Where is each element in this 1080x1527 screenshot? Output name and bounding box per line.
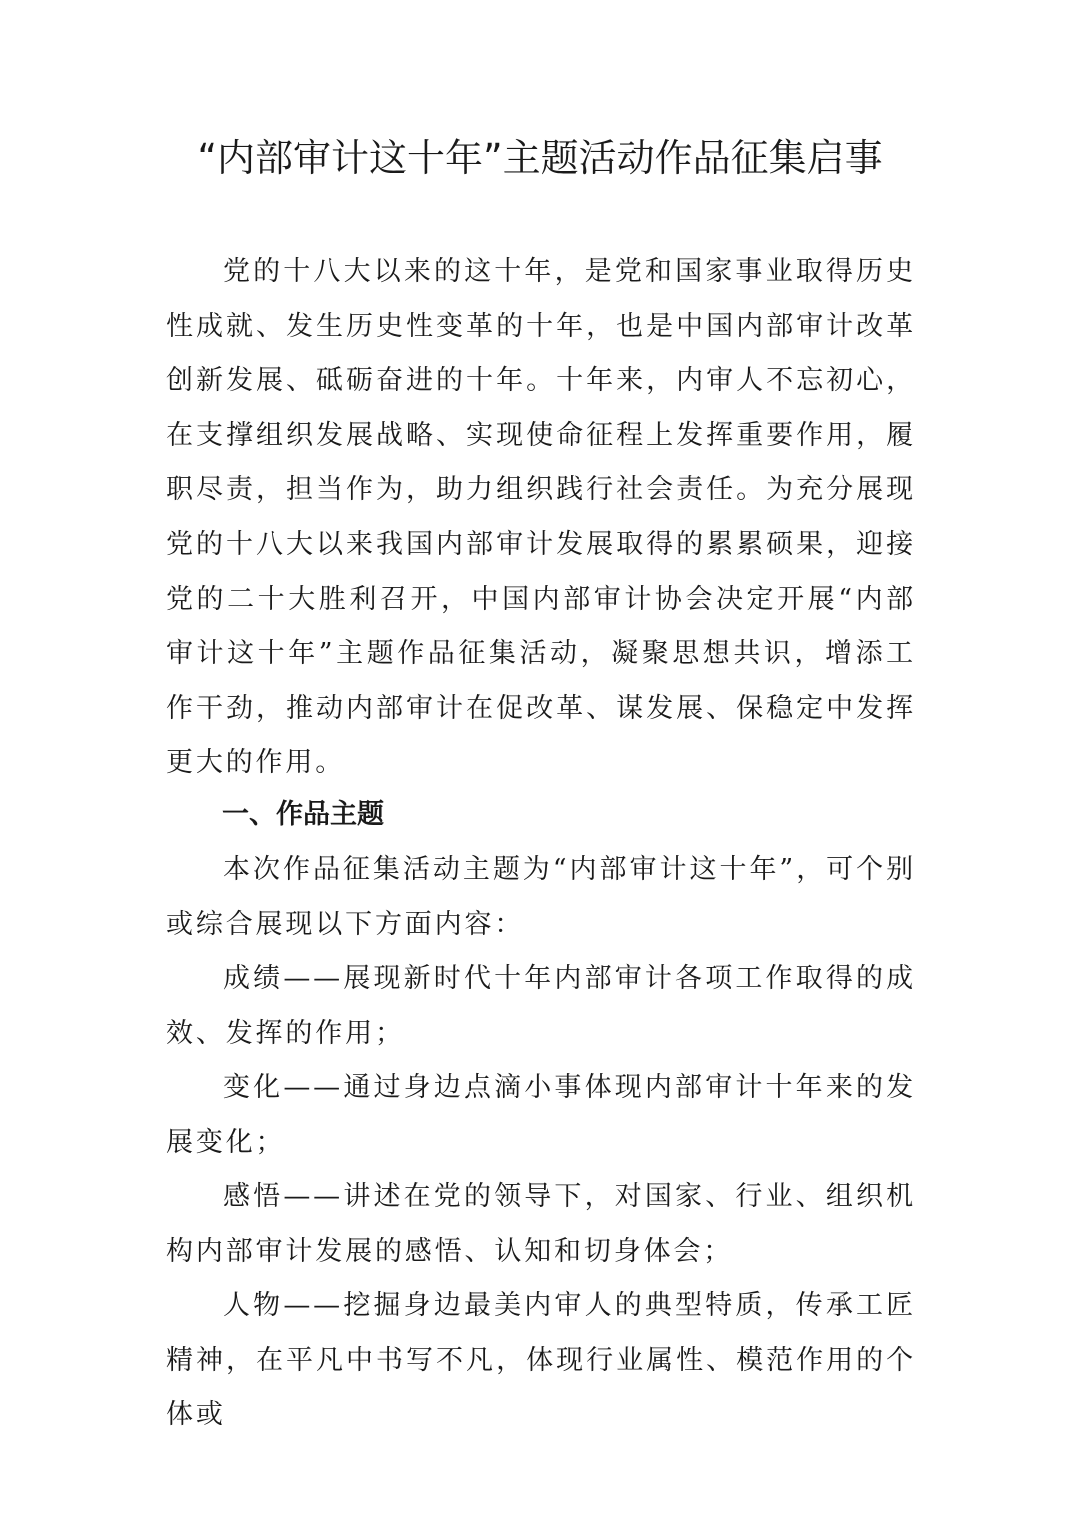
theme-item-achievements: 成绩——展现新时代十年内部审计各项工作取得的成效、发挥的作用；	[166, 963, 916, 1049]
theme-item-people: 人物——挖掘身边最美内审人的典型特质，传承工匠精神，在平凡中书写不凡，体现行业属性、模范作用的个体或	[166, 1290, 916, 1431]
intro-paragraph: 党的十八大以来的这十年，是党和国家事业取得历史性成就、发生历史性变革的十年，也是中国内部审计改革创新发展、砥砺奋进的十年。十年来，内审人不忘初心，在支撑组织发展战略、实现使命征程上发挥重要作用，履职尽责，担当作为，助力组织践行社会责任。为充分展现党的十八大以来我国内部审计发展取得的累累硕果，迎接党的二十大胜利召开，中国内部审计协会决定开展“内部审计这十年”主题作品征集活动，凝聚思想共识，增添工作干劲，推动内部审计在促改革、谋发展、保稳定中发挥更大的作用。	[166, 256, 916, 779]
section-heading-theme: 一、作品主题	[222, 799, 384, 830]
theme-item-changes: 变化——通过身边点滴小事体现内部审计十年来的发展变化；	[166, 1072, 916, 1158]
document-title: “内部审计这十年”主题活动作品征集启事	[197, 136, 883, 180]
theme-paragraph: 本次作品征集活动主题为“内部审计这十年”，可个别或综合展现以下方面内容：	[166, 854, 916, 940]
theme-item-insights: 感悟——讲述在党的领导下，对国家、行业、组织机构内部审计发展的感悟、认知和切身体会；	[166, 1181, 916, 1267]
